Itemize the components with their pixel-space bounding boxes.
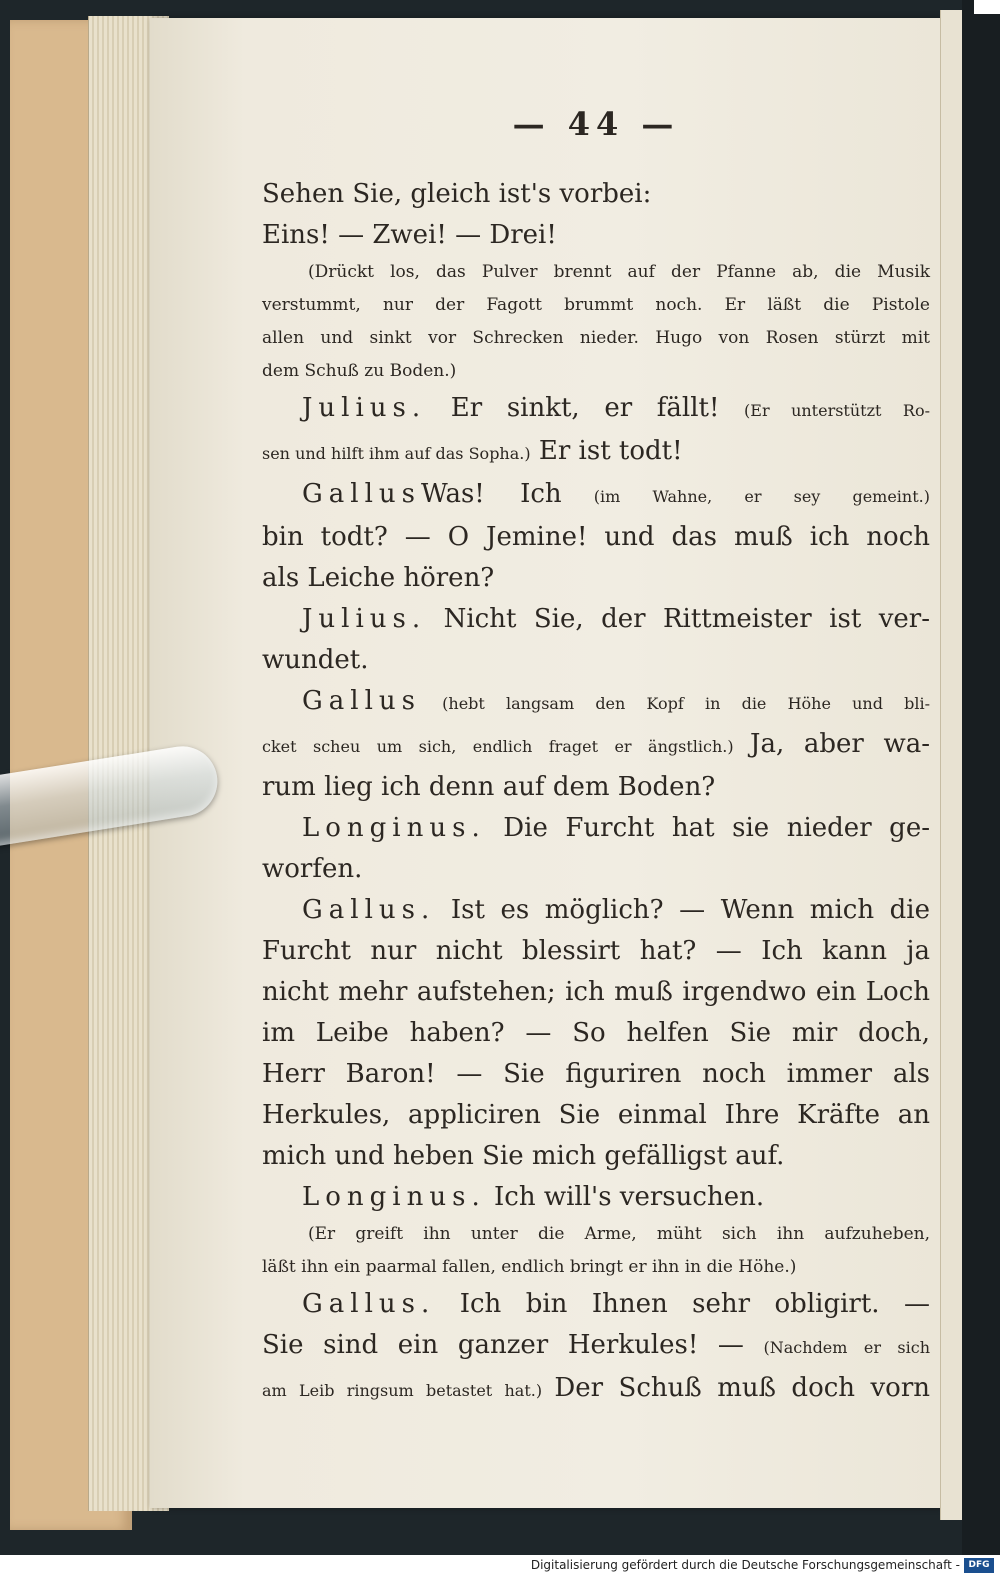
line-text: Er sinkt, er fällt! xyxy=(426,393,745,423)
line-text: Er ist todt! xyxy=(530,436,683,466)
speaker-name: Longinus. xyxy=(302,1182,486,1212)
text-line xyxy=(262,640,930,681)
stage-direction-line xyxy=(262,1218,930,1251)
line-text: Was! Ich xyxy=(421,479,562,509)
speaker-name: Julius. xyxy=(302,604,427,634)
stage-aside: cket scheu um sich, endlich fraget er ängstlich.) xyxy=(262,737,751,756)
line-text: Sehen Sie, gleich ist's vorbei: xyxy=(262,179,652,209)
line-text: mich und heben Sie mich gefälligst auf. xyxy=(262,1141,785,1171)
stage-direction-line xyxy=(262,256,930,289)
stage-aside: sen und hilft ihm auf das Sopha.) xyxy=(262,444,531,463)
text-line xyxy=(262,1013,930,1054)
speaker-name: Gallus. xyxy=(302,895,436,925)
stage-aside: (im Wahne, er sey gemeint.) xyxy=(561,487,930,506)
stage-aside: (hebt langsam den Kopf in die Höhe und bli- xyxy=(421,694,930,713)
line-text: Nicht Sie, der Rittmeister ist ver- xyxy=(426,604,930,634)
stage-direction-line xyxy=(262,1251,930,1284)
adjacent-page xyxy=(940,10,963,1520)
line-text: Eins! — Zwei! — Drei! xyxy=(262,220,557,250)
scanner-corner xyxy=(974,0,1000,14)
line-text: verstummt, nur der Fagott brummt noch. Er läßt die Pistole xyxy=(262,295,930,315)
line-text: worfen. xyxy=(262,854,363,884)
text-line xyxy=(262,808,930,849)
line-text: Furcht nur nicht blessirt hat? — Ich kann ja xyxy=(262,936,930,966)
text-line xyxy=(262,474,930,517)
line-text: Ich will's versuchen. xyxy=(485,1182,765,1212)
stage-direction-line xyxy=(262,355,930,388)
line-text: als Leiche hören? xyxy=(262,563,495,593)
line-text: allen und sinkt vor Schrecken nieder. Hugo von Rosen stürzt mit xyxy=(262,328,930,348)
speaker-name: Julius. xyxy=(302,393,427,423)
text-line xyxy=(262,849,930,890)
line-text: (Drückt los, das Pulver brennt auf der Pfanne ab, die Musik xyxy=(308,262,930,282)
text-line xyxy=(262,1177,930,1218)
text-line xyxy=(262,599,930,640)
speaker-name: Gallus xyxy=(302,686,421,716)
text-line xyxy=(262,517,930,558)
line-text: nicht mehr aufstehen; ich muß irgendwo ein Loch xyxy=(262,977,930,1007)
line-text: rum lieg ich denn auf dem Boden? xyxy=(262,772,716,802)
line-text: (Er greift ihn unter die Arme, müht sich ihn aufzuheben, xyxy=(308,1224,930,1244)
text-line xyxy=(262,890,930,931)
text-line xyxy=(262,724,930,767)
text-line xyxy=(262,1325,930,1368)
text-line xyxy=(262,388,930,431)
text-line xyxy=(262,558,930,599)
text-line xyxy=(262,1095,930,1136)
line-text: Sie sind ein ganzer Herkules! — xyxy=(262,1330,764,1360)
scanner-edge xyxy=(962,0,1000,1555)
text-lines xyxy=(262,174,930,1411)
text-line xyxy=(262,1368,930,1411)
line-text: bin todt? — O Jemine! und das muß ich noch xyxy=(262,522,930,552)
text-line xyxy=(262,215,930,256)
line-text: Ja, aber wa- xyxy=(750,729,931,759)
line-text: Die Furcht hat sie nieder ge- xyxy=(485,813,930,843)
page-number: — 44 — xyxy=(512,105,680,143)
line-text: im Leibe haben? — So helfen Sie mir doch, xyxy=(262,1018,930,1048)
page-text xyxy=(262,100,930,1411)
line-text: läßt ihn ein paarmal fallen, endlich bringt er ihn in die Höhe.) xyxy=(262,1257,797,1277)
line-text: wundet. xyxy=(262,645,369,675)
footer-credit: Digitalisierung gefördert durch die Deutsche Forschungsgemeinschaft - xyxy=(530,1558,960,1572)
text-line xyxy=(262,1284,930,1325)
speaker-name: Longinus. xyxy=(302,813,486,843)
text-line xyxy=(262,431,930,474)
text-line xyxy=(262,681,930,724)
speaker-name: Gallus xyxy=(302,479,421,509)
line-text: Ist es möglich? — Wenn mich die xyxy=(435,895,930,925)
text-line xyxy=(262,174,930,215)
text-line xyxy=(262,931,930,972)
footer-bar xyxy=(0,1555,1000,1577)
stage-aside: (Er unterstützt Ro- xyxy=(744,401,930,420)
stage-aside: (Nachdem er sich xyxy=(763,1338,931,1357)
text-line xyxy=(262,1136,930,1177)
speaker-name: Gallus. xyxy=(302,1289,436,1319)
stage-direction-line xyxy=(262,289,930,322)
dfg-logo: DFG xyxy=(964,1558,994,1573)
stage-aside: am Leib ringsum betastet hat.) xyxy=(262,1381,555,1400)
line-text: dem Schuß zu Boden.) xyxy=(262,361,457,381)
line-text: Ich bin Ihnen sehr obligirt. — xyxy=(435,1289,930,1319)
text-line xyxy=(262,767,930,808)
stage-direction-line xyxy=(262,322,930,355)
line-text: Herr Baron! — Sie figuriren noch immer als xyxy=(262,1059,930,1089)
text-line xyxy=(262,972,930,1013)
line-text: Der Schuß muß doch vorn xyxy=(554,1373,930,1403)
line-text: Herkules, appliciren Sie einmal Ihre Kräfte an xyxy=(262,1100,930,1130)
text-line xyxy=(262,1054,930,1095)
